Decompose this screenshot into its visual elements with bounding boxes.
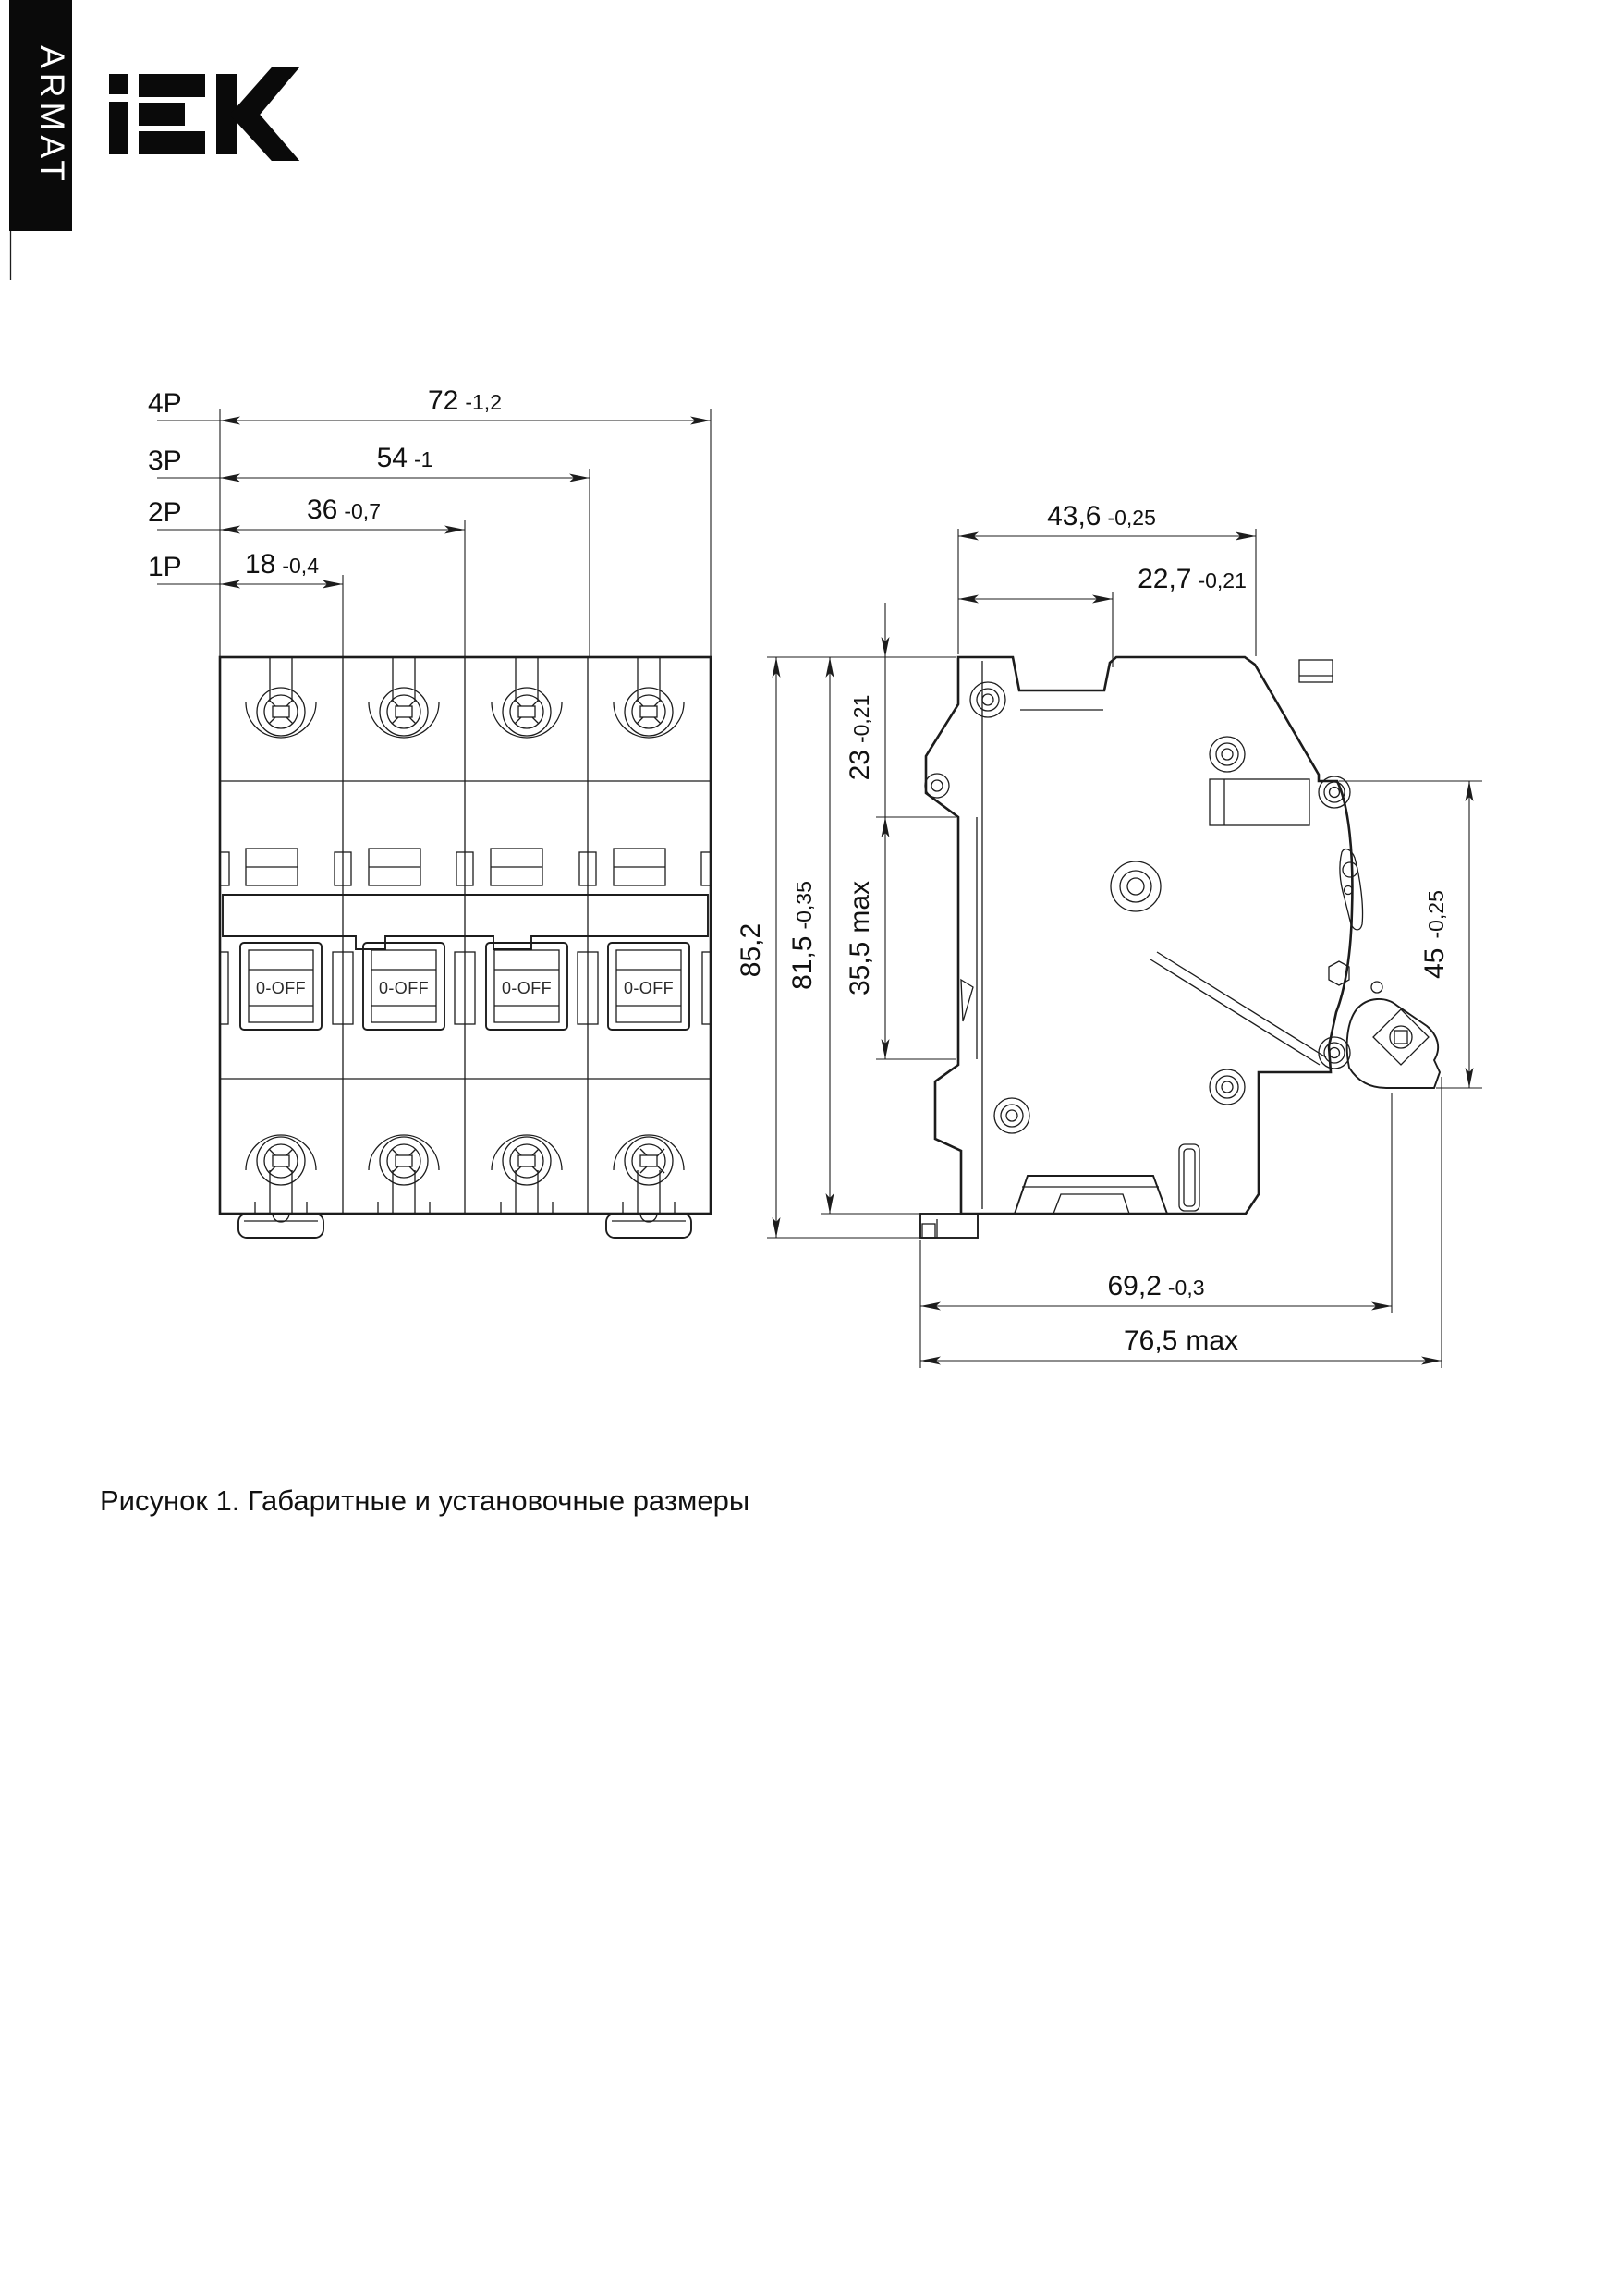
toggle-lever: [486, 943, 567, 1030]
pole-label-2p: 2P: [148, 497, 182, 528]
screw-terminal-icon: [614, 1135, 684, 1214]
toggle-lever: [240, 943, 322, 1030]
side-view-left-dimensions: [736, 603, 956, 1238]
iek-logo-icon: [109, 74, 286, 154]
din-latch: [1347, 982, 1440, 1088]
dim-22-7: 22,7 -0,21: [1138, 564, 1247, 594]
dim-23: 23-0,21: [845, 694, 875, 781]
side-view-breaker-drawing: [920, 657, 1440, 1238]
dim-81-5: 81,5-0,35: [787, 881, 818, 990]
pole-label-3p: 3P: [148, 446, 182, 476]
dim-35-5: 35,5max: [845, 880, 875, 996]
toggle-state-label: 0-OFF: [624, 979, 674, 997]
dim-85-2: 85,2: [736, 922, 766, 978]
dim-43-6: 43,6 -0,25: [1047, 501, 1156, 531]
screw-terminal-icon: [246, 1135, 316, 1214]
screw-terminal-icon: [369, 1135, 439, 1214]
dim-76-5: 76,5 max: [1123, 1325, 1239, 1356]
front-view-breaker-drawing: [220, 657, 711, 1238]
armat-vertical-label: ARMAT: [33, 45, 71, 186]
dim-69-2: 69,2 -0,3: [1107, 1271, 1205, 1301]
screw-terminal-icon: [246, 657, 316, 738]
screw-terminal-icon: [614, 657, 684, 738]
din-rail-feet: [238, 1214, 691, 1238]
brand-header: [9, 0, 286, 280]
side-view-bottom-dimensions: [920, 1077, 1442, 1368]
screw-terminal-icon: [492, 1135, 562, 1214]
dim-72: 72 -1,2: [427, 385, 503, 416]
screw-terminal-icon: [369, 657, 439, 738]
dim-54: 54 -1: [376, 443, 433, 473]
screw-terminal-icon: [492, 657, 562, 738]
dim-18: 18 -0,4: [244, 549, 320, 580]
toggle-state-label: 0-OFF: [256, 979, 306, 997]
front-view-pole-dimensions: [148, 385, 711, 656]
screw-boss-icon: [925, 682, 1350, 1133]
toggle-state-label: 0-OFF: [379, 979, 429, 997]
toggle-lever: [363, 943, 444, 1030]
figure-caption: Рисунок 1. Габаритные и установочные размеры: [100, 1484, 750, 1517]
side-body-outline: [926, 657, 1352, 1214]
rail-clip-tab: [920, 1214, 978, 1238]
side-view-top-dimensions: [958, 501, 1256, 667]
toggle-state-label: 0-OFF: [502, 979, 552, 997]
dim-45: 45-0,25: [1419, 890, 1450, 979]
toggle-lever: [608, 943, 689, 1030]
dim-36: 36 -0,7: [306, 495, 382, 525]
pole-label-4p: 4P: [148, 388, 182, 419]
pole-label-1p: 1P: [148, 552, 182, 582]
